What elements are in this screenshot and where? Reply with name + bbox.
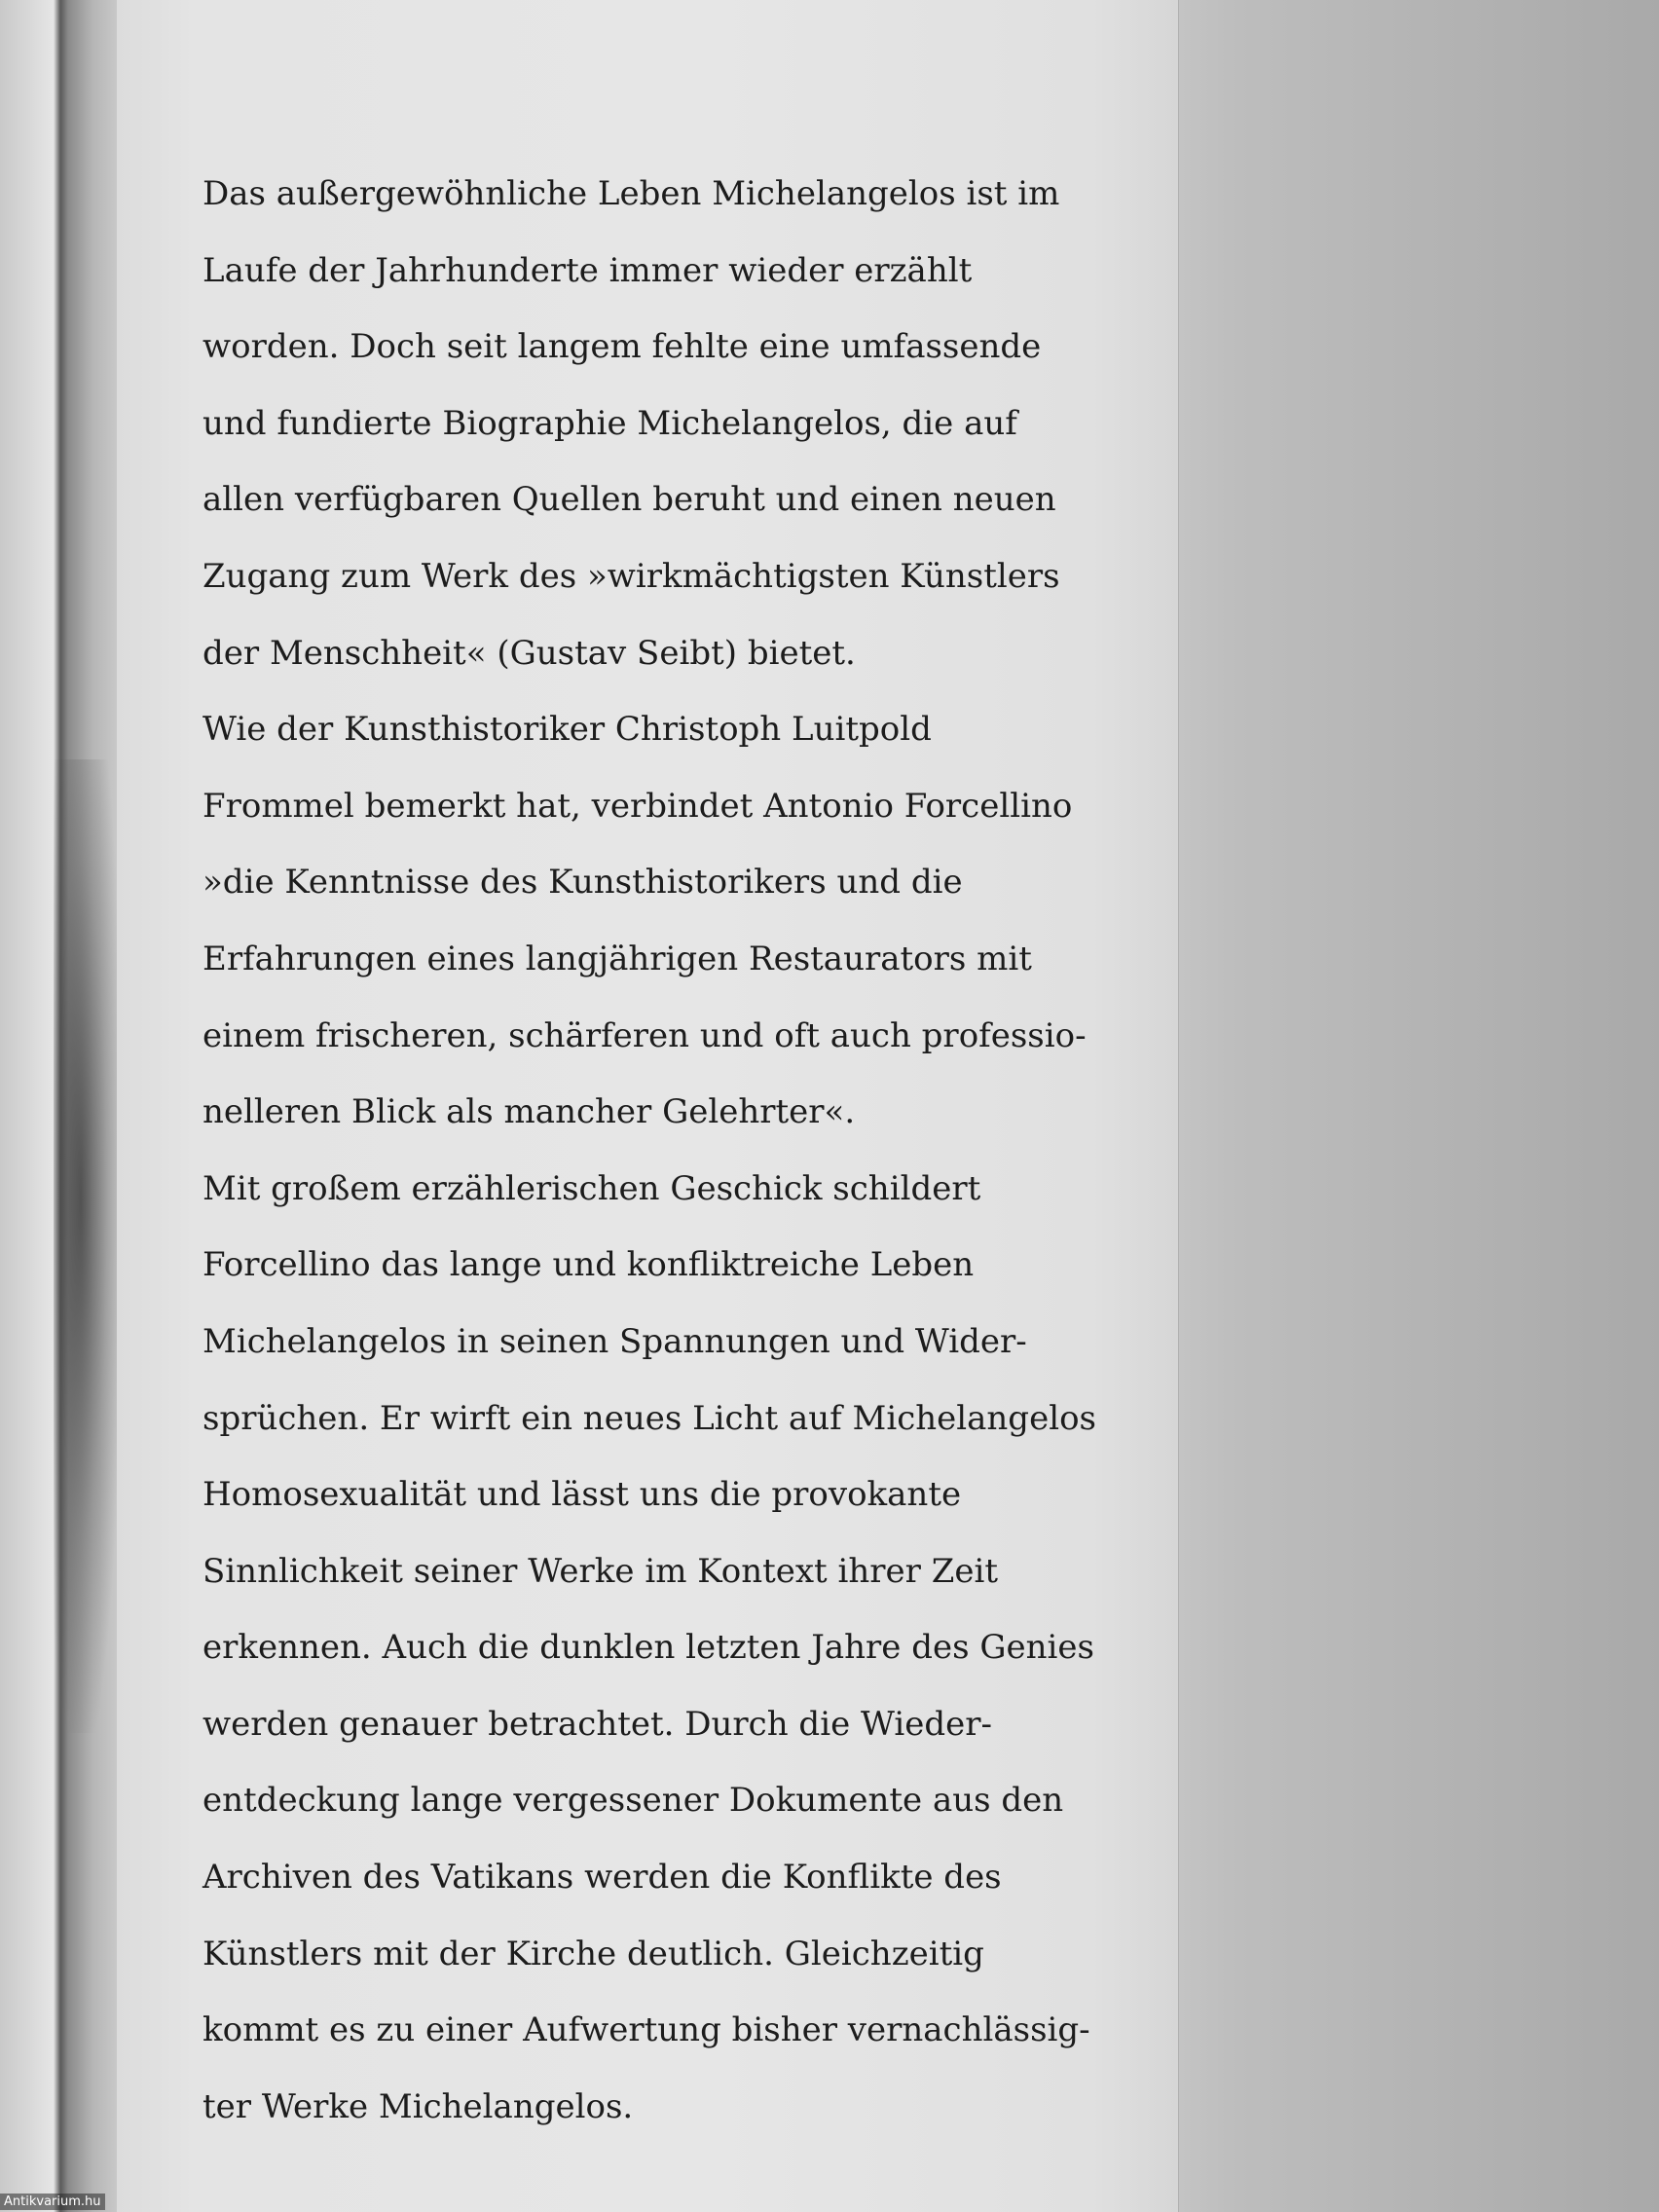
text-line: Michelangelos in seinen Spannungen und Wider- <box>203 1321 1027 1361</box>
text-line: Künstlers mit der Kirche deutlich. Gleichzeitig <box>203 1934 984 1973</box>
back-page-edge <box>1178 0 1659 2212</box>
text-line: Sinnlichkeit seiner Werke im Kontext ihrer Zeit <box>203 1551 999 1591</box>
text-line: erkennen. Auch die dunklen letzten Jahre des Genies <box>203 1628 1094 1668</box>
blurb-text <box>203 156 1096 2145</box>
text-line: sprüchen. Er wirft ein neues Licht auf Michelangelos <box>203 1398 1096 1438</box>
text-line: entdeckung lange vergessener Dokumente aus den <box>203 1781 1064 1821</box>
spine-shadow <box>54 759 122 1733</box>
text-line: der Menschheit« (Gustav Seibt) bietet. <box>203 633 856 673</box>
text-line: Laufe der Jahrhunderte immer wieder erzählt <box>203 250 973 290</box>
text-line: worden. Doch seit langem fehlte eine umfassende <box>203 327 1042 367</box>
text-line: Wie der Kunsthistoriker Christoph Luitpold <box>203 710 932 750</box>
text-line: Forcellino das lange und konfliktreiche Leben <box>203 1245 975 1285</box>
text-line: ter Werke Michelangelos. <box>203 2086 634 2126</box>
watermark: Antikvarium.hu <box>0 2194 105 2210</box>
text-line: nelleren Blick als mancher Gelehrter«. <box>203 1092 856 1132</box>
text-line: Frommel bemerkt hat, verbindet Antonio Forcellino <box>203 786 1073 826</box>
text-line: Zugang zum Werk des »wirkmächtigsten Künstlers <box>203 556 1060 596</box>
text-line: kommt es zu einer Aufwertung bisher vernachlässig- <box>203 2010 1090 2050</box>
text-line: einem frischeren, schärferen und oft auch professio- <box>203 1015 1087 1055</box>
text-line: Das außergewöhnliche Leben Michelangelos ist im <box>203 174 1060 213</box>
text-line: Archiven des Vatikans werden die Konflikte des <box>203 1858 1002 1898</box>
text-line: und fundierte Biographie Michelangelos, die auf <box>203 403 1017 443</box>
text-line: werden genauer betrachtet. Durch die Wieder- <box>203 1704 992 1744</box>
text-line: Mit großem erzählerischen Geschick schildert <box>203 1168 981 1208</box>
text-line: »die Kenntnisse des Kunsthistorikers und die <box>203 863 963 903</box>
text-line: Erfahrungen eines langjährigen Restaurators mit <box>203 939 1032 978</box>
text-line: Homosexualität und lässt uns die provokante <box>203 1475 962 1515</box>
text-line: allen verfügbaren Quellen beruht und einen neuen <box>203 480 1056 520</box>
